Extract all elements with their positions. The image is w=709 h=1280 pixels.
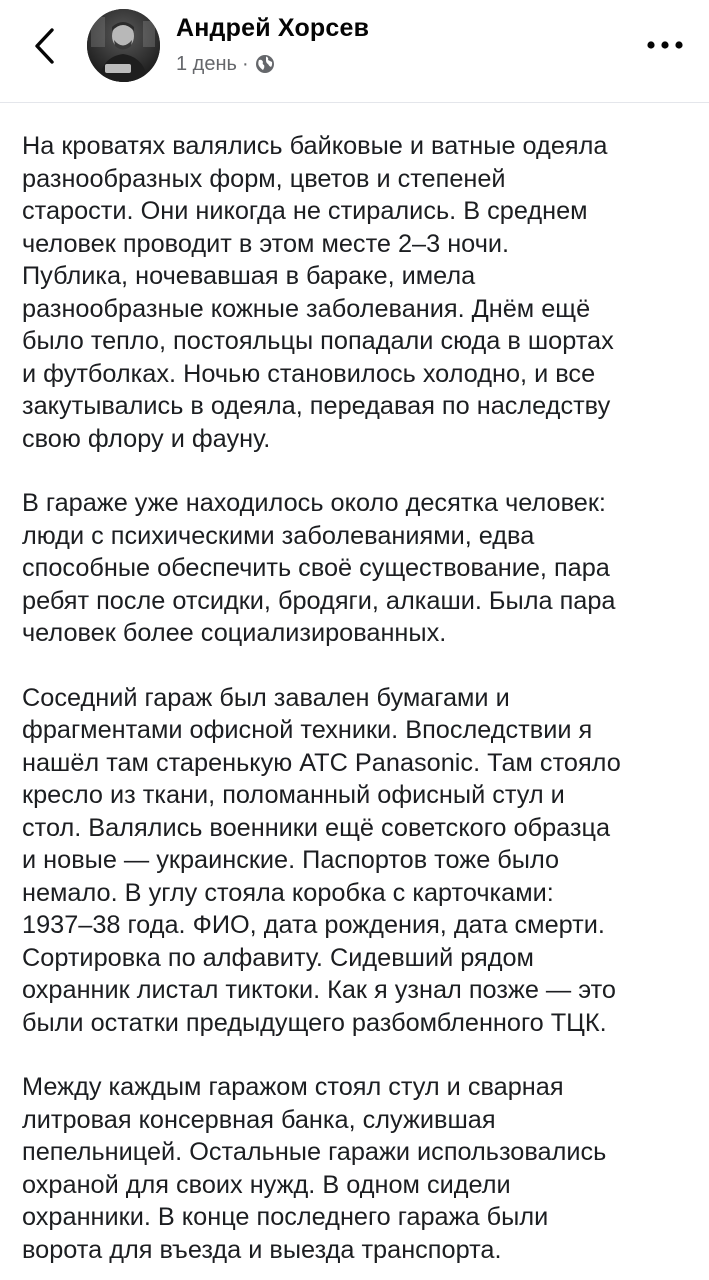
post-paragraph	[22, 1071, 694, 1266]
post-text-line: закутывались в одеяла, передавая по наследству	[22, 392, 611, 420]
post-text-line: немало. В углу стояла коробка с карточками:	[22, 878, 554, 907]
post-text-line: ворота для въезда и выезда транспорта.	[22, 1235, 502, 1264]
post-paragraph	[22, 130, 694, 455]
post-text-line: охраной для своих нужд. В одном сидели	[22, 1170, 511, 1199]
paragraph-gap	[22, 650, 694, 682]
more-options-button[interactable]	[640, 30, 690, 60]
post-text-line: свою флору и фауну.	[22, 424, 271, 453]
chevron-left-icon	[33, 27, 55, 65]
post-text-line: Сортировка по алфавиту. Сидевший рядом	[22, 943, 534, 972]
post-text-line: разнообразных форм, цветов и степеней	[22, 164, 506, 193]
post-text-line: разнообразные кожные заболевания. Днём ещё	[22, 294, 591, 323]
globe-icon[interactable]	[255, 54, 275, 74]
avatar-photo	[87, 9, 160, 82]
post-text-line: Между каждым гаражом стоял стул и сварная	[22, 1073, 564, 1101]
post-paragraph	[22, 682, 694, 1040]
post-text-line: нашёл там старенькую АТС Panasonic. Там стояло	[22, 748, 621, 777]
post-text-line: охранник листал тиктоки. Как я узнал позже — это	[22, 976, 616, 1004]
post-text-line: литровая консервная банка, служившая	[22, 1105, 496, 1134]
paragraph-gap	[22, 1039, 694, 1071]
meta-separator: ·	[241, 52, 249, 75]
post-text-line: человек проводит в этом месте 2–3 ночи.	[22, 229, 510, 258]
more-horizontal-icon	[645, 40, 685, 50]
post-text-line: На кроватях валялись байковые и ватные одеяла	[22, 132, 608, 160]
post-text-line: люди с психическими заболеваниями, едва	[22, 521, 535, 550]
post-paragraph	[22, 487, 694, 650]
post-text-line: фрагментами офисной техники. Впоследствии я	[22, 716, 593, 744]
post-time[interactable]: 1 день	[176, 52, 237, 75]
back-button[interactable]	[22, 22, 66, 70]
post-text-line: охранники. В конце последнего гаража были	[22, 1203, 549, 1231]
post-text-line: стол. Валялись военники ещё советского образца	[22, 813, 611, 842]
post-text-line: кресло из ткани, поломанный офисный стул и	[22, 781, 565, 809]
post-text-line: было тепло, постояльцы попадали сюда в шортах	[22, 327, 614, 355]
post-text-line: были остатки предыдущего разбомбленного ТЦК.	[22, 1008, 607, 1037]
post-header	[0, 0, 709, 103]
post-body	[22, 130, 694, 1266]
post-text-line: Соседний гараж был завален бумагами и	[22, 683, 510, 712]
post-text-line: и новые — украинские. Паспортов тоже было	[22, 846, 560, 874]
post-text-line: Публика, ночевавшая в бараке, имела	[22, 262, 476, 290]
post-text-line: 1937–38 года. ФИО, дата рождения, дата смерти.	[22, 911, 605, 939]
post-meta	[176, 51, 275, 77]
avatar[interactable]	[87, 9, 160, 82]
post-text-line: ребят после отсидки, бродяги, алкаши. Была пара	[22, 586, 616, 615]
paragraph-gap	[22, 455, 694, 487]
post-text-line: старости. Они никогда не стирались. В среднем	[22, 197, 588, 225]
post-text-line: человек более социализированных.	[22, 619, 447, 647]
post-text-line: В гараже уже находилось около десятка человек:	[22, 489, 606, 517]
post-text-line: способные обеспечить своё существование, пара	[22, 554, 610, 582]
author-name[interactable]: Андрей Хорсев	[176, 14, 370, 42]
post-text-line: и футболках. Ночью становилось холодно, и все	[22, 359, 596, 388]
post-text-line: пепельницей. Остальные гаражи использовались	[22, 1138, 607, 1166]
